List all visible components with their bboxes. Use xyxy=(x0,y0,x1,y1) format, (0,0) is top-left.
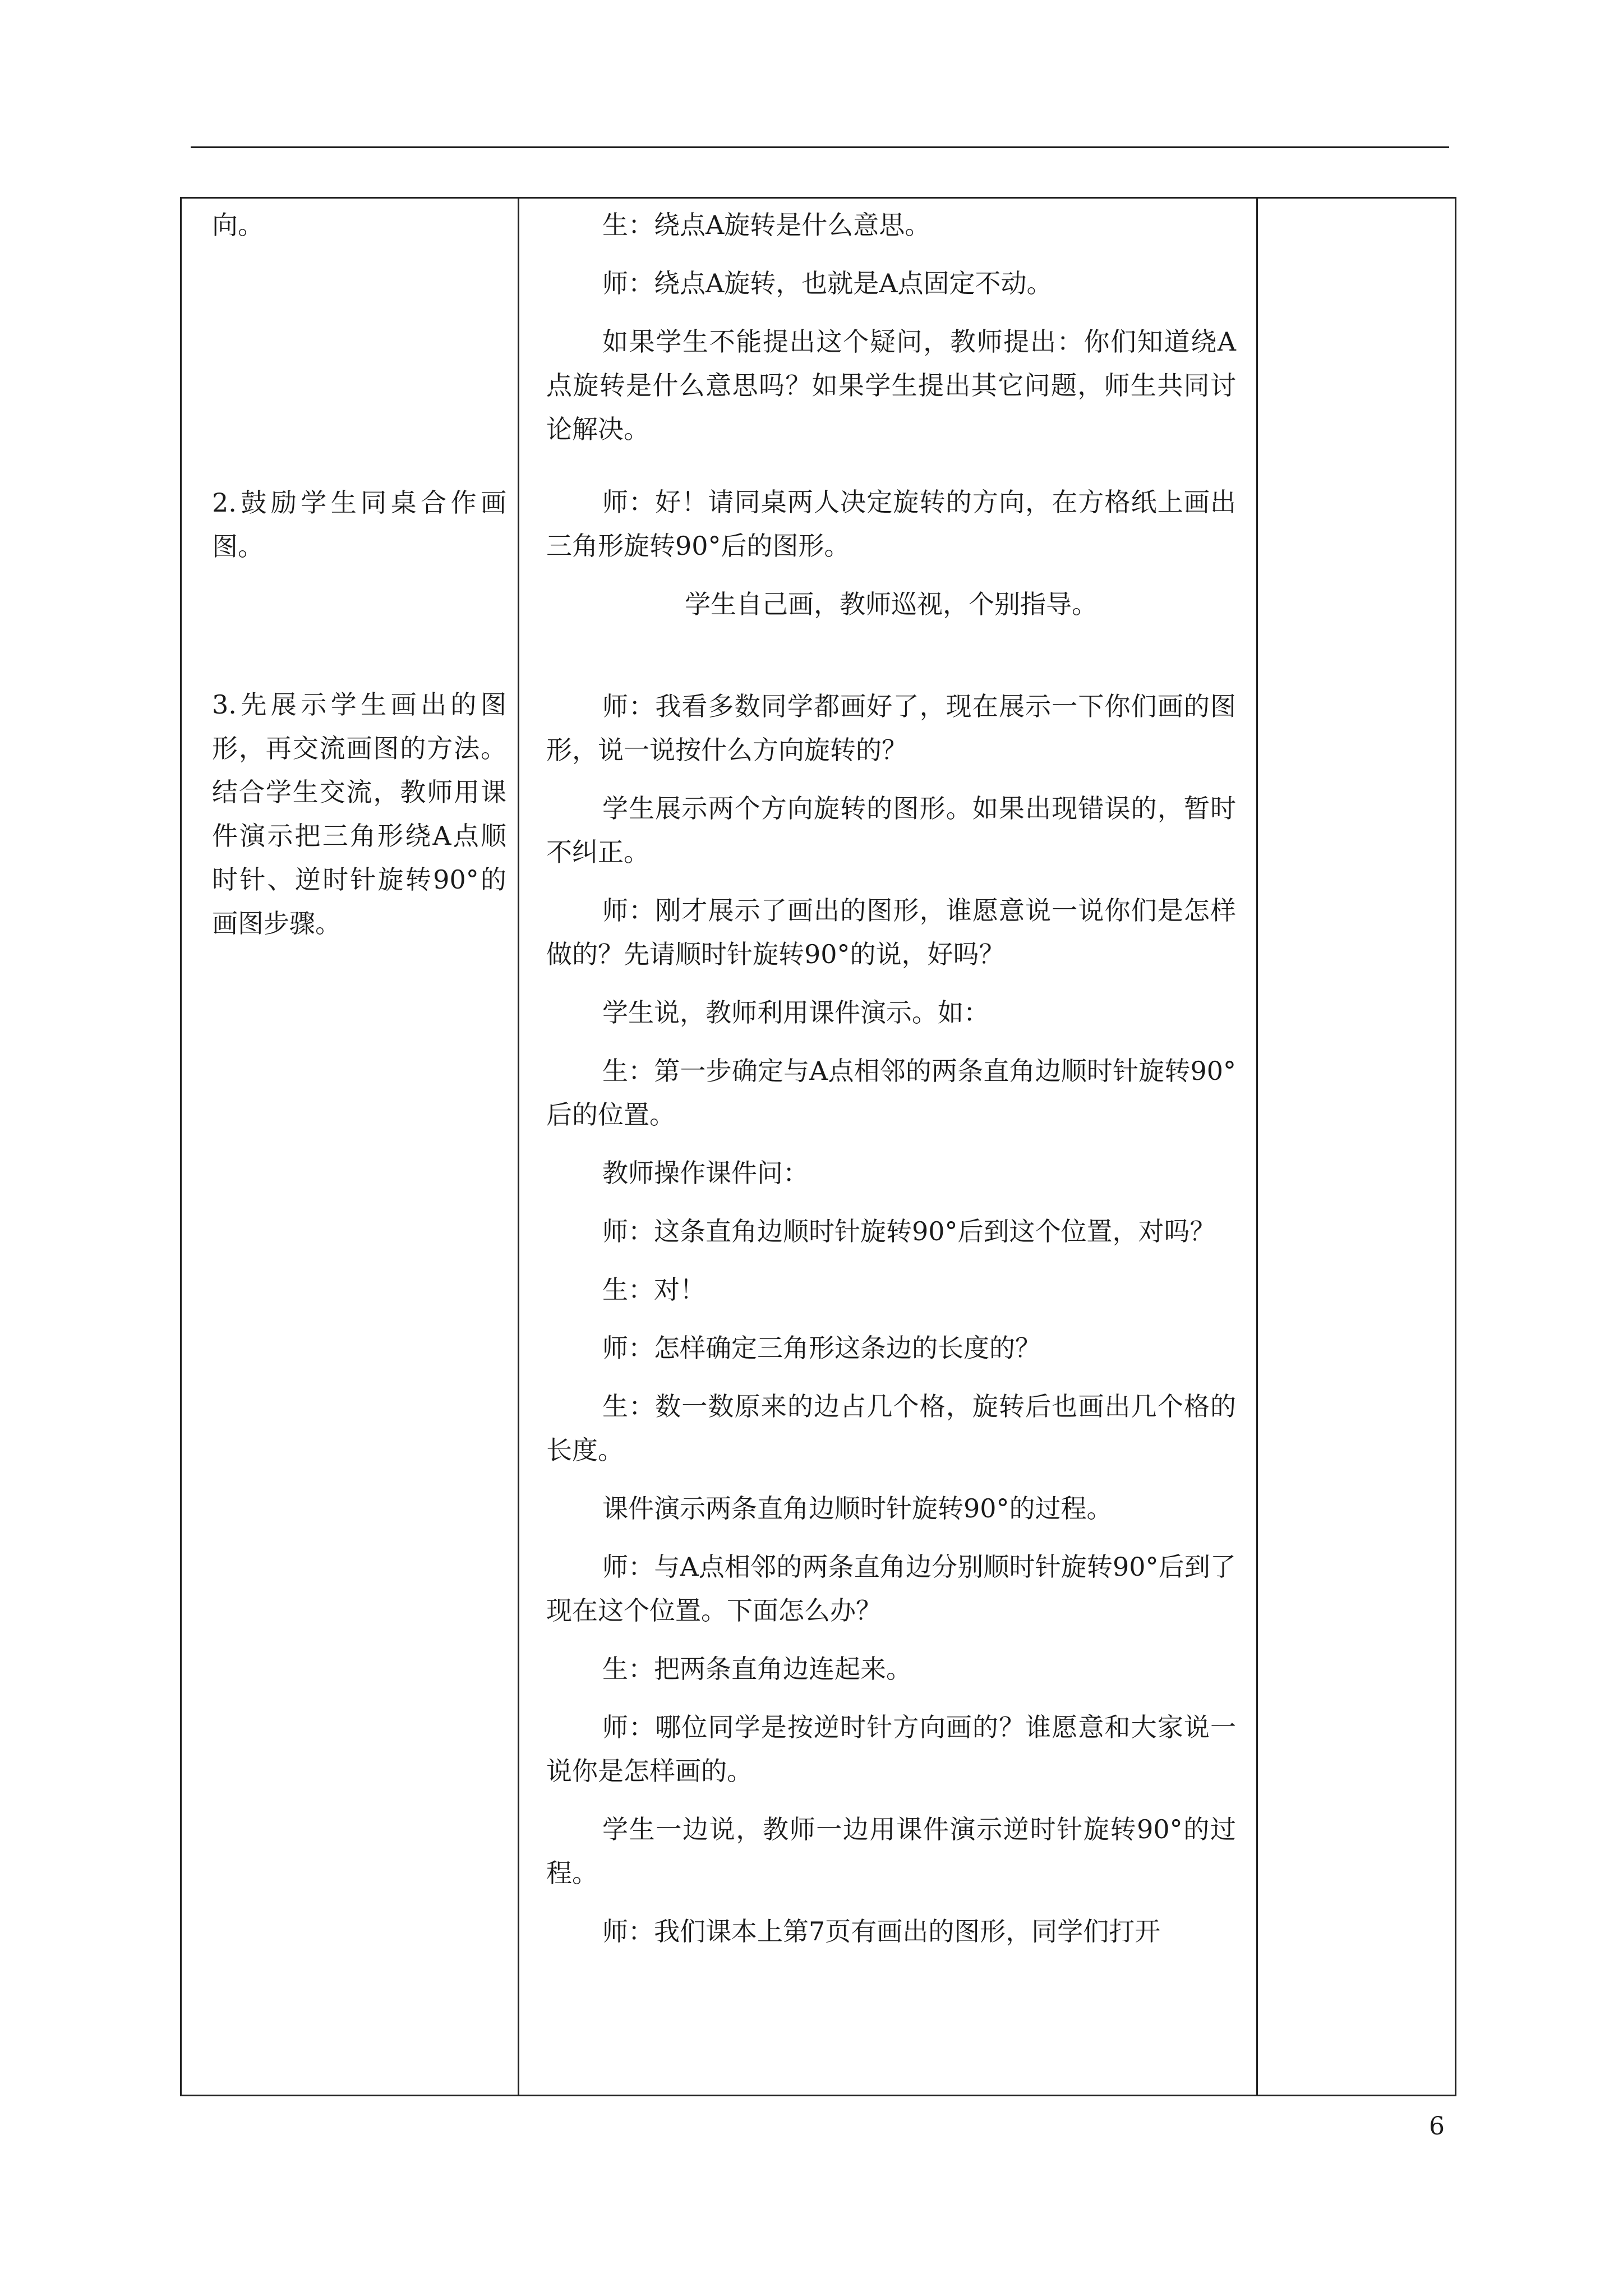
header-rule xyxy=(191,146,1449,148)
step-text: 2.鼓励学生同桌合作画图。 xyxy=(212,487,506,562)
dialogue-paragraph: 学生说，教师利用课件演示。如： xyxy=(602,997,989,1028)
page-number: 6 xyxy=(1429,2112,1445,2141)
dialogue-paragraph: 师：怎样确定三角形这条边的长度的？ xyxy=(602,1333,1041,1363)
dialogue-paragraph: 师：哪位同学是按逆时针方向画的？谁愿意和大家说一说你是怎样画的。 xyxy=(546,1712,1236,1786)
column-divider xyxy=(518,199,519,2095)
dialogue-paragraph: 生：第一步确定与A点相邻的两条直角边顺时针旋转90°后的位置。 xyxy=(546,1056,1236,1130)
dialogue-paragraph: 师：刚才展示了画出的图形，谁愿意说一说你们是怎样做的？先请顺时针旋转90°的说，好吗？ xyxy=(546,895,1236,969)
dialogue-paragraph: 师：绕点A旋转，也就是A点固定不动。 xyxy=(602,268,1053,298)
dialogue-paragraph: 学生展示两个方向旋转的图形。如果出现错误的，暂时不纠正。 xyxy=(546,793,1236,867)
step-text: 向。 xyxy=(212,210,264,240)
dialogue-paragraph: 师：与A点相邻的两条直角边分别顺时针旋转90°后到了现在这个位置。下面怎么办？ xyxy=(546,1552,1236,1626)
dialogue-paragraph: 师：这条直角边顺时针旋转90°后到这个位置，对吗？ xyxy=(602,1216,1216,1246)
dialogue-paragraph: 师：我们课本上第7页有画出的图形，同学们打开 xyxy=(602,1916,1161,1947)
dialogue-paragraph: 如果学生不能提出这个疑问，教师提出：你们知道绕A点旋转是什么意思吗？如果学生提出其它问题，师生共同讨论解决。 xyxy=(546,326,1236,444)
dialogue-paragraph: 生：对！ xyxy=(602,1274,706,1305)
step-text: 3.先展示学生画出的图形，再交流画图的方法。结合学生交流，教师用课件演示把三角形绕A点顺时针、逆时针旋转90°的画图步骤。 xyxy=(212,689,506,938)
dialogue-paragraph: 教师操作课件问： xyxy=(602,1158,809,1188)
dialogue-paragraph: 师：我看多数同学都画好了，现在展示一下你们画的图形，说一说按什么方向旋转的？ xyxy=(546,691,1236,765)
dialogue-paragraph: 学生一边说，教师一边用课件演示逆时针旋转90°的过程。 xyxy=(546,1814,1236,1888)
dialogue-paragraph: 课件演示两条直角边顺时针旋转90°的过程。 xyxy=(602,1493,1113,1524)
dialogue-paragraph: 学生自己画，教师巡视，个别指导。 xyxy=(685,589,1098,619)
dialogue-paragraph: 生：绕点A旋转是什么意思。 xyxy=(602,210,931,240)
teaching-steps-column xyxy=(212,203,506,945)
dialogue-paragraph: 生：数一数原来的边占几个格，旋转后也画出几个格的长度。 xyxy=(546,1391,1236,1465)
classroom-dialogue-column xyxy=(546,203,1236,1968)
dialogue-paragraph: 生：把两条直角边连起来。 xyxy=(602,1654,912,1684)
dialogue-paragraph: 师：好！请同桌两人决定旋转的方向，在方格纸上画出三角形旋转90°后的图形。 xyxy=(546,487,1236,561)
column-divider xyxy=(1256,199,1258,2095)
